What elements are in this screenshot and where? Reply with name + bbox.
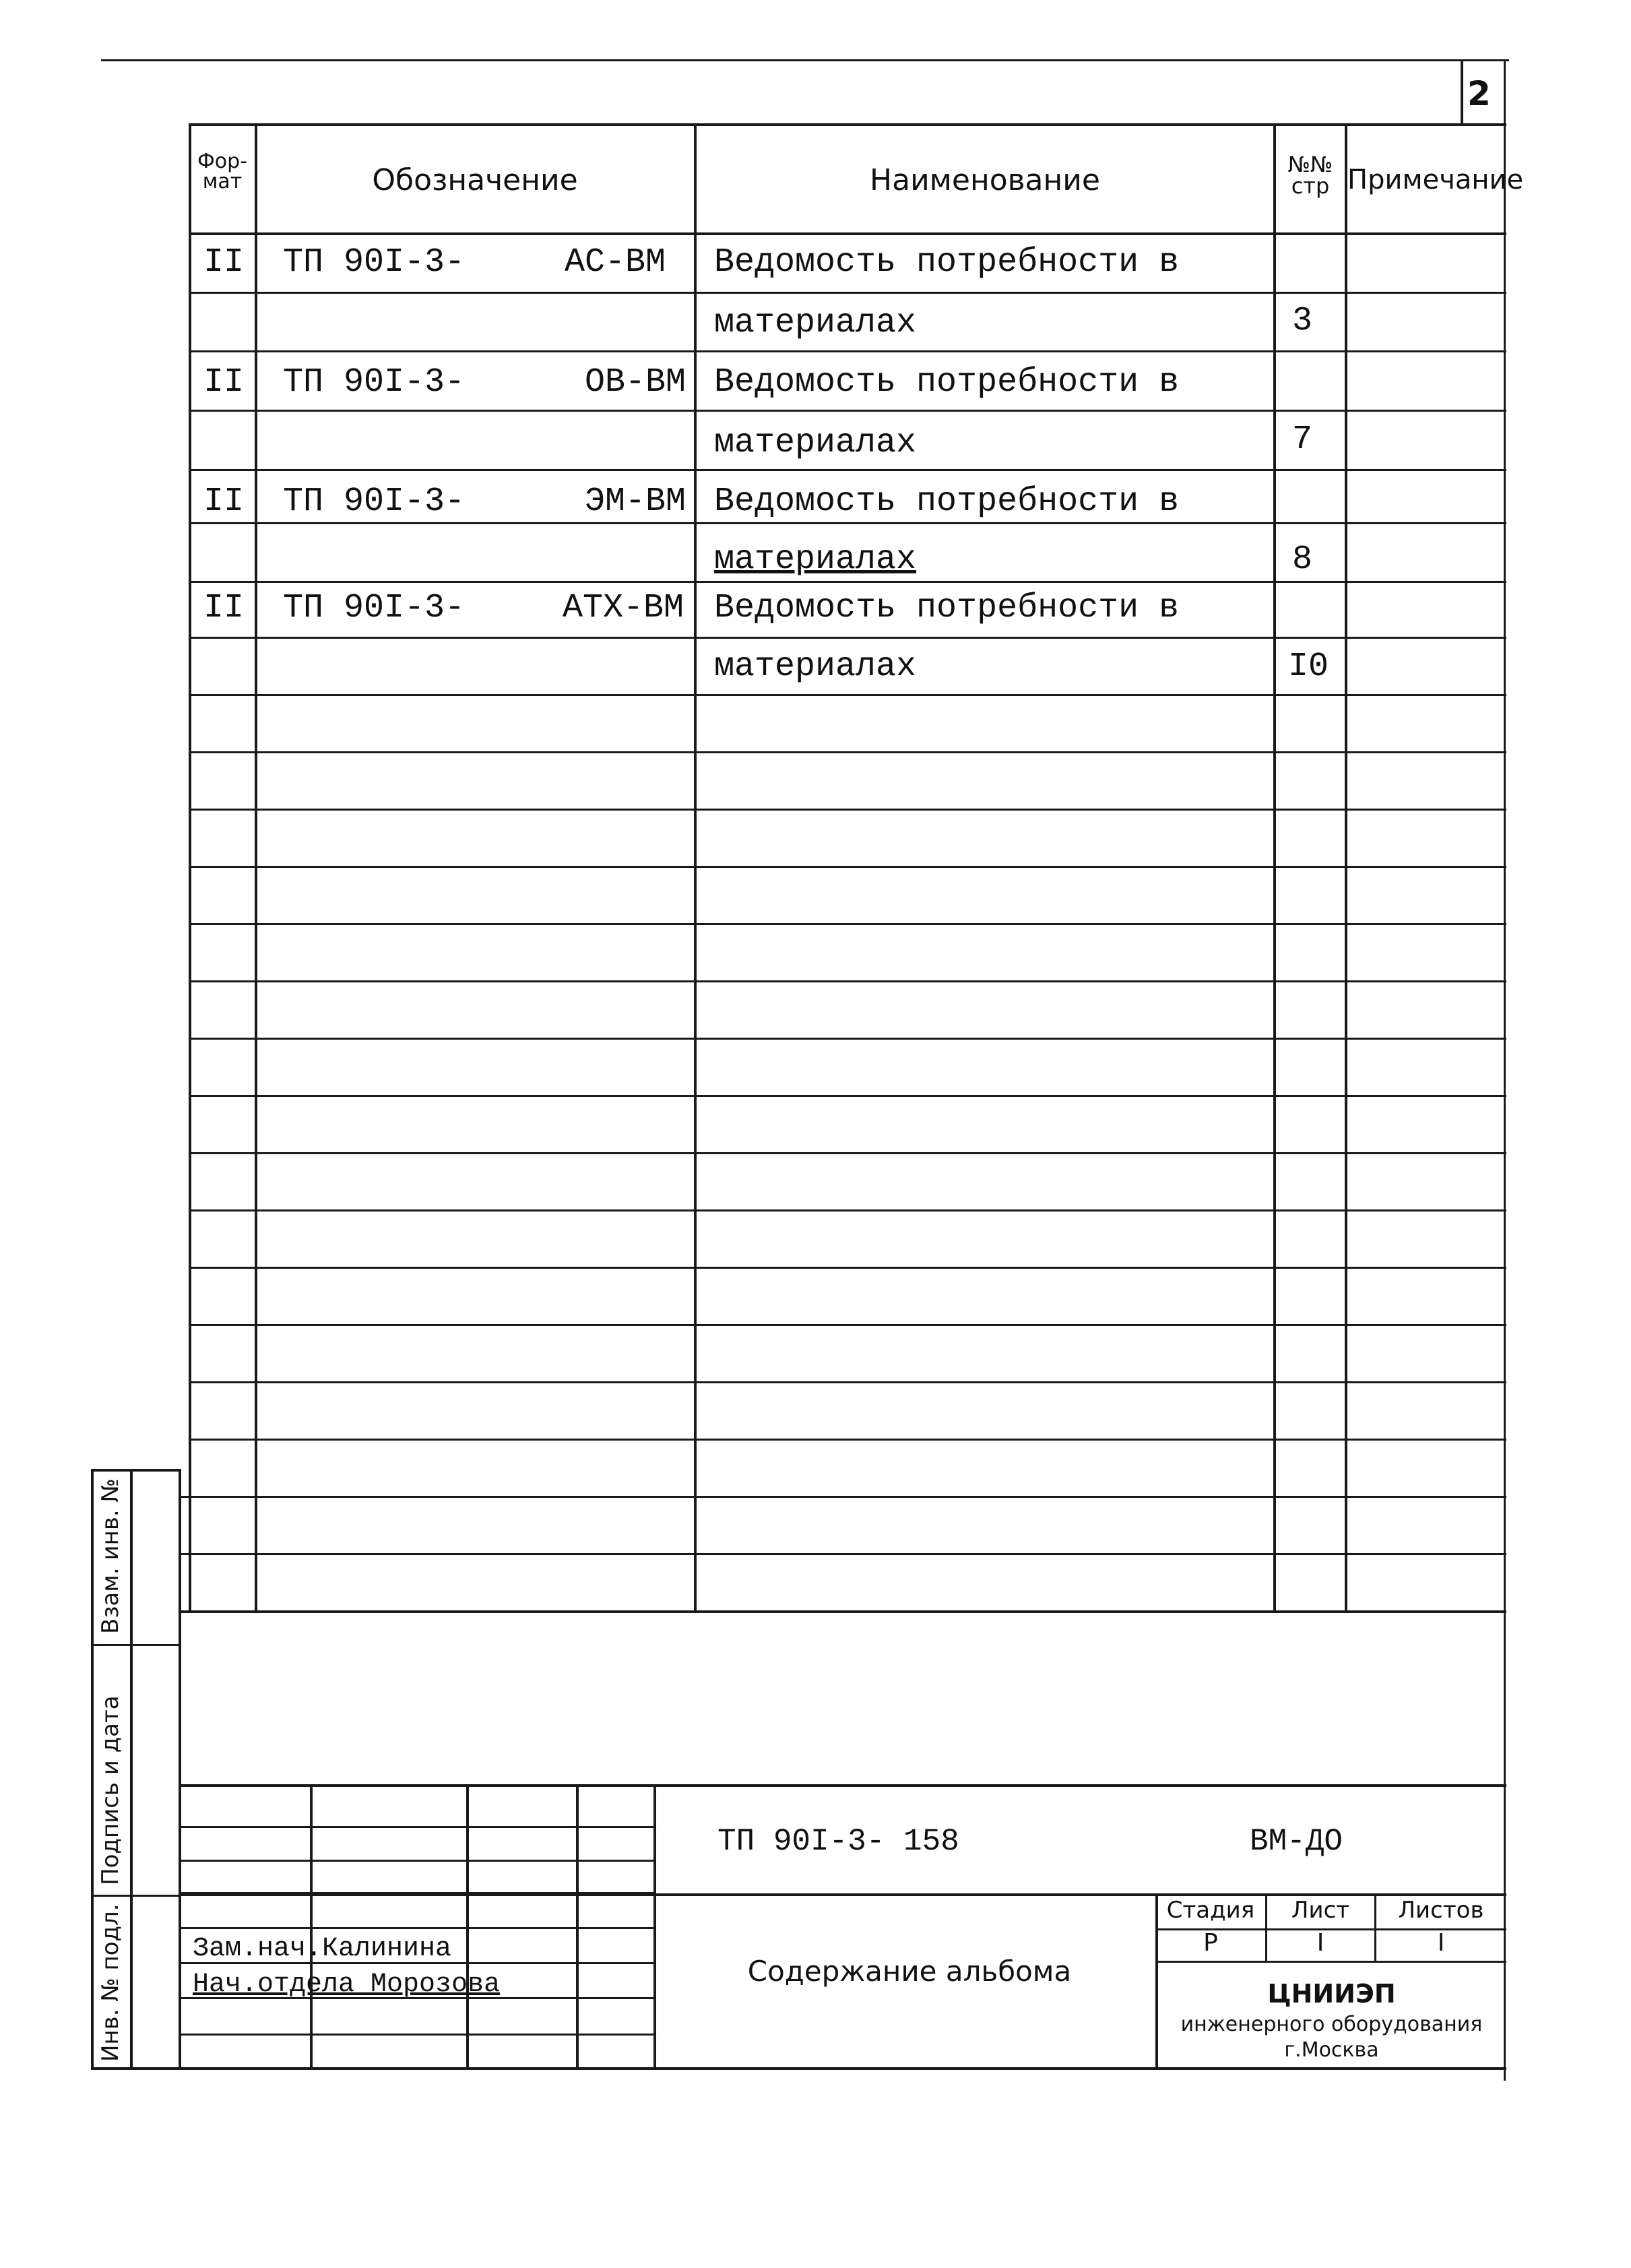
- tb-doc-mark: ВМ-ДО: [1250, 1824, 1343, 1859]
- tb-signer2: Нач.отдела Морозова: [193, 1970, 501, 2000]
- row4-suffix: АТХ-ВМ: [563, 589, 684, 627]
- tb-org2: инженерного оборудования: [1180, 2013, 1483, 2036]
- stamp-mid: [130, 1469, 133, 2069]
- page-number: 2: [1467, 74, 1491, 113]
- tb-col: [310, 1784, 313, 2067]
- row1-name1: Ведомость потребности в: [714, 243, 1180, 282]
- tb-org3: г.Москва: [1284, 2038, 1379, 2062]
- tb-org1: ЦНИИЭП: [1267, 1979, 1396, 2009]
- row-line: [189, 410, 1506, 412]
- row-line: [189, 1152, 1506, 1154]
- row-line: [189, 292, 1506, 294]
- tb-col: [576, 1784, 579, 2067]
- row-line: [189, 1324, 1506, 1326]
- row4-format: II: [203, 589, 245, 627]
- frame-right: [1504, 59, 1506, 2081]
- frame-top: [101, 59, 1509, 61]
- row4-name2: материалах: [714, 648, 917, 686]
- row-line: [189, 1095, 1506, 1097]
- row3-format: II: [203, 482, 245, 521]
- row-line: [189, 637, 1506, 639]
- header-note: Примечание: [1347, 164, 1524, 195]
- tb-code-bottom: [179, 1893, 1506, 1896]
- row-line: [189, 1038, 1506, 1040]
- col-format-right: [255, 123, 257, 1612]
- row1-suffix: АС-ВМ: [565, 243, 666, 282]
- tb-sheets-label: Листов: [1398, 1897, 1484, 1924]
- row-line: [179, 1496, 1506, 1498]
- tb-title: Содержание альбома: [747, 1955, 1072, 1988]
- row-line: [189, 809, 1506, 811]
- tb-col: [653, 1784, 656, 2067]
- row3-code: ТП 90I-3-: [283, 482, 466, 521]
- row-line: [189, 522, 1506, 524]
- row2-name1: Ведомость потребности в: [714, 363, 1180, 402]
- tb-line: [179, 1860, 653, 1862]
- tb-line: [179, 1826, 653, 1828]
- tb-sheet-label: Лист: [1291, 1897, 1350, 1924]
- tb-line: [179, 2034, 653, 2036]
- header-bottom: [189, 232, 1506, 235]
- frame-bottom: [91, 2067, 1506, 2070]
- col-designation-right: [694, 123, 697, 1612]
- row3-suffix: ЭМ-ВМ: [585, 482, 686, 521]
- row-line: [189, 1209, 1506, 1211]
- row-line: [189, 1381, 1506, 1383]
- row1-name2: материалах: [714, 304, 917, 342]
- page-box-left: [1461, 59, 1463, 125]
- tb-col: [466, 1784, 469, 2067]
- row-line: [189, 350, 1506, 352]
- row2-format: II: [203, 363, 245, 402]
- header-page-no: №№ стр: [1287, 152, 1333, 199]
- row1-page: 3: [1292, 302, 1313, 340]
- tb-stage-line: [1155, 1961, 1506, 1963]
- tb-stage-label: Стадия: [1166, 1897, 1255, 1924]
- row-line: [189, 581, 1506, 583]
- header-format: Фор- мат: [197, 150, 248, 193]
- row1-format: II: [203, 243, 245, 282]
- tb-line: [179, 1927, 653, 1929]
- stamp-divider: [91, 1895, 179, 1897]
- row3-name1: Ведомость потребности в: [714, 482, 1180, 521]
- col-name-right: [1273, 123, 1276, 1612]
- row-line: [189, 1439, 1506, 1441]
- row-line: [189, 694, 1506, 696]
- row2-code: ТП 90I-3-: [283, 363, 466, 402]
- row-line: [189, 923, 1506, 925]
- header-designation: Обозначение: [372, 163, 578, 197]
- row-line: [189, 866, 1506, 868]
- row-line: [179, 1553, 1506, 1555]
- stamp-inv: Инв. № подл.: [97, 1903, 124, 2062]
- row-line: [189, 1267, 1506, 1269]
- table-bottom: [179, 1610, 1506, 1613]
- stamp-vzam: Взам. инв. №: [97, 1478, 124, 1634]
- row3-name2: материалах: [714, 540, 917, 579]
- stamp-left: [91, 1469, 94, 2069]
- table-left: [189, 123, 191, 1612]
- lower-frame-left: [179, 1469, 181, 2069]
- row-line: [189, 469, 1506, 471]
- row2-page: 7: [1292, 420, 1313, 459]
- row4-page: I0: [1288, 648, 1329, 686]
- tb-signer1: Зам.нач.Калинина: [193, 1934, 452, 1964]
- row1-code: ТП 90I-3-: [283, 243, 466, 282]
- table-top: [189, 123, 1506, 126]
- title-block-top: [179, 1784, 1506, 1787]
- row4-name1: Ведомость потребности в: [714, 589, 1180, 627]
- row2-suffix: ОВ-ВМ: [585, 363, 686, 402]
- row-line: [189, 980, 1506, 982]
- row-line: [189, 751, 1506, 753]
- tb-stage: Р: [1203, 1929, 1218, 1957]
- row3-page: 8: [1292, 540, 1313, 579]
- stamp-top: [91, 1469, 179, 1472]
- stamp-divider: [91, 1644, 179, 1646]
- header-name: Наименование: [870, 163, 1100, 197]
- stamp-podpis: Подпись и дата: [97, 1695, 124, 1885]
- row4-code: ТП 90I-3-: [283, 589, 466, 627]
- tb-sheet: I: [1316, 1929, 1324, 1957]
- col-page-right: [1345, 123, 1347, 1612]
- tb-sheets: I: [1437, 1929, 1445, 1957]
- tb-doc-code: ТП 90I-3- 158: [717, 1824, 959, 1859]
- row2-name2: материалах: [714, 424, 917, 462]
